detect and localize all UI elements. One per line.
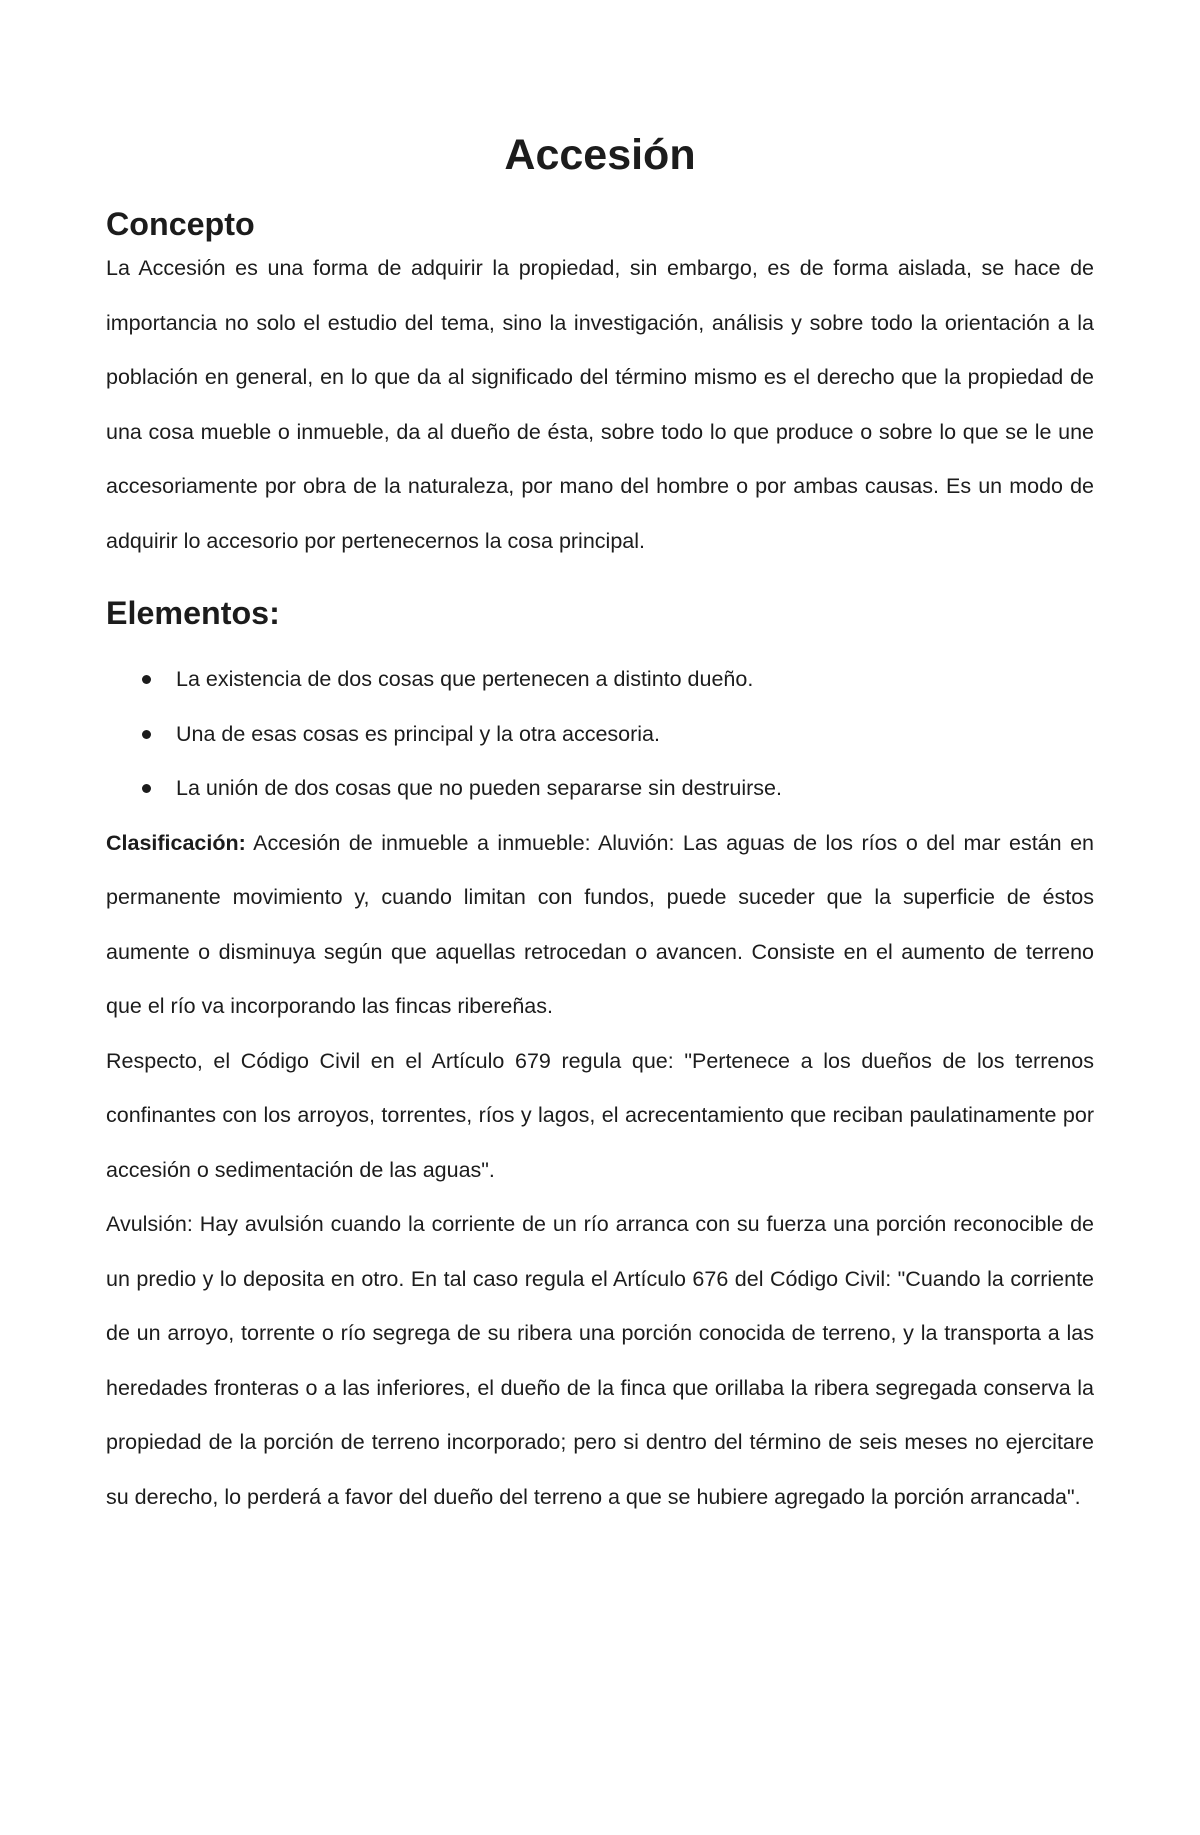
bullet-icon (142, 675, 151, 684)
clasificacion-label: Clasificación: (106, 830, 246, 855)
bullet-icon (142, 730, 151, 739)
elementos-list (106, 652, 1094, 816)
clasificacion-text: Accesión de inmueble a inmueble: Aluvión: Las aguas de los ríos o del mar están en permanente movimiento y, cuando limitan con fundos, puede suceder que la superficie de éstos aumente o disminuya según que aquellas retrocedan o avancen. Consiste en el aumento de terreno que el río va incorporando las fincas ribereñas. (106, 830, 1094, 1018)
document-title: Accesión (504, 131, 696, 179)
list-item-text: La existencia de dos cosas que pertenecen a distinto dueño. (176, 667, 754, 691)
clasificacion-paragraph (106, 816, 1094, 1034)
bullet-icon (142, 784, 151, 793)
concepto-heading: Concepto (106, 206, 255, 242)
elementos-heading: Elementos: (106, 595, 280, 631)
list-item (106, 652, 1094, 707)
list-item-text: La unión de dos cosas que no pueden separarse sin destruirse. (176, 776, 782, 800)
list-item (106, 761, 1094, 816)
concepto-paragraph: La Accesión es una forma de adquirir la propiedad, sin embargo, es de forma aislada, se hace de importancia no solo el estudio del tema, sino la investigación, análisis y sobre todo la orientación a la población en general, en lo que da al significado del término mismo es el derecho que la propiedad de una cosa mueble o inmueble, da al dueño de ésta, sobre todo lo que produce o sobre lo que se le une accesoriamente por obra de la naturaleza, por mano del hombre o por ambas causas. Es un modo de adquirir lo accesorio por pertenecernos la cosa principal. (106, 256, 1094, 553)
list-item (106, 707, 1094, 762)
document-body (106, 131, 1094, 1524)
avulsion-paragraph: Avulsión: Hay avulsión cuando la corriente de un río arranca con su fuerza una porción reconocible de un predio y lo deposita en otro. En tal caso regula el Artículo 676 del Código Civil: "Cuando la corriente de un arroyo, torrente o río segrega de su ribera una porción conocida de terreno, y la transporta a las heredades fronteras o a las inferiores, el dueño de la finca que orillaba la ribera segregada conserva la propiedad de la porción de terreno incorporado; pero si dentro del término de seis meses no ejercitare su derecho, lo perderá a favor del dueño del terreno a que se hubiere agregado la porción arrancada". (106, 1212, 1094, 1509)
list-item-text: Una de esas cosas es principal y la otra accesoria. (176, 721, 660, 746)
respecto-paragraph: Respecto, el Código Civil en el Artículo 679 regula que: "Pertenece a los dueños de los terrenos confinantes con los arroyos, torrentes, ríos y lagos, el acrecentamiento que reciban paulatinamente por accesión o sedimentación de las aguas". (106, 1048, 1094, 1182)
